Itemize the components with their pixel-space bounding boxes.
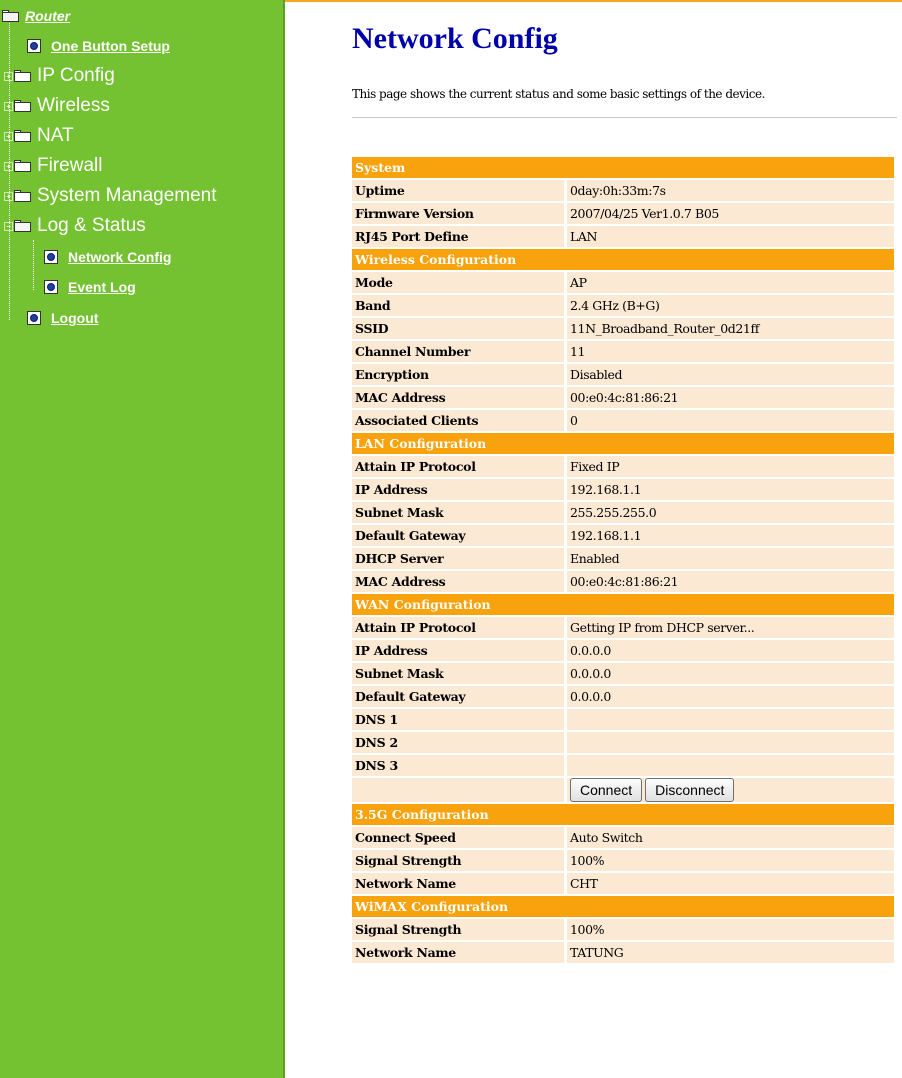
table-row: [352, 640, 894, 661]
page-icon: [44, 250, 58, 264]
sidebar-item-wireless[interactable]: [4, 94, 110, 118]
row-label: DHCP Server: [352, 548, 564, 569]
sidebar-item-one-button-setup[interactable]: [27, 34, 170, 58]
row-value: 0: [564, 410, 894, 431]
row-value: 11: [564, 341, 894, 362]
table-row: [352, 203, 894, 224]
row-value: 00:e0:4c:81:86:21: [564, 387, 894, 408]
sidebar-item-logout[interactable]: [27, 306, 98, 330]
page-icon: [27, 311, 41, 325]
row-value: 0.0.0.0: [564, 640, 894, 661]
folder-icon: [14, 160, 31, 172]
sidebar-item-firewall[interactable]: [4, 154, 102, 178]
section-header-wan: [352, 594, 894, 615]
sidebar-item-event-log[interactable]: [44, 275, 136, 299]
row-value: TATUNG: [564, 942, 894, 963]
row-value: 2.4 GHz (B+G): [564, 295, 894, 316]
table-row: [352, 686, 894, 707]
row-value: LAN: [564, 226, 894, 247]
folder-icon: [14, 190, 31, 202]
collapse-icon[interactable]: −: [4, 222, 13, 231]
row-label: Encryption: [352, 364, 564, 385]
row-label: Signal Strength: [352, 850, 564, 871]
folder-open-icon: [2, 10, 19, 22]
expand-icon[interactable]: +: [4, 162, 13, 171]
row-label: MAC Address: [352, 571, 564, 592]
row-value: 2007/04/25 Ver1.0.7 B05: [564, 203, 894, 224]
page-icon: [27, 39, 41, 53]
table-row: [352, 850, 894, 871]
section-header-3-5g: [352, 804, 894, 825]
row-label: Default Gateway: [352, 686, 564, 707]
sidebar-item-label[interactable]: Firewall: [37, 155, 103, 176]
expand-icon[interactable]: +: [4, 132, 13, 141]
row-value: Disabled: [564, 364, 894, 385]
table-row: [352, 502, 894, 523]
row-value: Getting IP from DHCP server...: [564, 617, 894, 638]
row-label: Default Gateway: [352, 525, 564, 546]
section-header-lan: [352, 433, 894, 454]
sidebar-item-system-management[interactable]: [4, 184, 217, 208]
row-value: AP: [564, 272, 894, 293]
table-row: [352, 873, 894, 894]
row-label: Band: [352, 295, 564, 316]
sidebar-nav: [0, 0, 285, 1078]
page-icon: [44, 280, 58, 294]
table-row: [352, 479, 894, 500]
row-value: 0day:0h:33m:7s: [564, 180, 894, 201]
sidebar-item-label[interactable]: IP Config: [37, 65, 115, 86]
table-row: [352, 364, 894, 385]
row-value: Fixed IP: [564, 456, 894, 477]
table-row: [352, 226, 894, 247]
sidebar-item-label[interactable]: System Management: [37, 185, 217, 206]
connect-button[interactable]: Connect: [570, 778, 642, 802]
row-label: Attain IP Protocol: [352, 456, 564, 477]
table-row: [352, 919, 894, 940]
sidebar-item-label[interactable]: NAT: [37, 125, 74, 146]
row-value: 100%: [564, 850, 894, 871]
tree-line-sub: [33, 240, 34, 290]
table-row: [352, 180, 894, 201]
sidebar-item-network-config[interactable]: [44, 245, 171, 269]
row-label: SSID: [352, 318, 564, 339]
row-label: Uptime: [352, 180, 564, 201]
row-label-empty: [352, 778, 564, 802]
row-value: [564, 732, 894, 753]
table-row: [352, 827, 894, 848]
row-value: 192.168.1.1: [564, 479, 894, 500]
row-value: 100%: [564, 919, 894, 940]
sidebar-item-label[interactable]: Network Config: [68, 249, 172, 265]
folder-icon: [14, 100, 31, 112]
folder-icon: [14, 70, 31, 82]
row-value: Enabled: [564, 548, 894, 569]
table-row: [352, 272, 894, 293]
table-row: [352, 617, 894, 638]
row-label: Subnet Mask: [352, 502, 564, 523]
folder-open-icon: [14, 220, 31, 232]
wan-actions-row: [352, 778, 894, 802]
row-value: 255.255.255.0: [564, 502, 894, 523]
section-title: System: [352, 157, 894, 178]
page-description: This page shows the current status and some basic settings of the device.: [352, 87, 765, 101]
table-row: [352, 410, 894, 431]
row-label: Associated Clients: [352, 410, 564, 431]
table-row: [352, 456, 894, 477]
wan-actions: [564, 778, 894, 802]
disconnect-button[interactable]: Disconnect: [645, 778, 734, 802]
folder-icon: [14, 130, 31, 142]
sidebar-item-nat[interactable]: [4, 124, 74, 148]
sidebar-item-ip-config[interactable]: [4, 64, 115, 88]
table-row: [352, 732, 894, 753]
table-row: [352, 755, 894, 776]
row-label: DNS 3: [352, 755, 564, 776]
table-row: [352, 387, 894, 408]
row-value: 0.0.0.0: [564, 686, 894, 707]
row-value: 00:e0:4c:81:86:21: [564, 571, 894, 592]
section-title: Wireless Configuration: [352, 249, 894, 270]
row-value: 11N_Broadband_Router_0d21ff: [564, 318, 894, 339]
row-label: Mode: [352, 272, 564, 293]
row-label: IP Address: [352, 640, 564, 661]
row-label: Channel Number: [352, 341, 564, 362]
section-header-system: [352, 157, 894, 178]
row-value: CHT: [564, 873, 894, 894]
row-label: MAC Address: [352, 387, 564, 408]
table-row: [352, 663, 894, 684]
table-row: [352, 548, 894, 569]
row-label: Subnet Mask: [352, 663, 564, 684]
tree-root-label[interactable]: Router: [25, 8, 71, 24]
top-accent-line: [285, 0, 902, 2]
expand-icon[interactable]: +: [4, 102, 13, 111]
expand-icon[interactable]: +: [4, 72, 13, 81]
section-title: 3.5G Configuration: [352, 804, 894, 825]
row-value: Auto Switch: [564, 827, 894, 848]
table-row: [352, 571, 894, 592]
row-label: Attain IP Protocol: [352, 617, 564, 638]
sidebar-item-label[interactable]: Wireless: [37, 95, 110, 116]
row-label: DNS 2: [352, 732, 564, 753]
sidebar-item-label[interactable]: Log & Status: [37, 215, 146, 236]
section-title: LAN Configuration: [352, 433, 894, 454]
table-row: [352, 942, 894, 963]
section-header-wimax: [352, 896, 894, 917]
row-label: Connect Speed: [352, 827, 564, 848]
sidebar-item-log-status[interactable]: [4, 214, 146, 238]
expand-icon[interactable]: +: [4, 192, 13, 201]
table-row: [352, 525, 894, 546]
row-label: IP Address: [352, 479, 564, 500]
row-value: 0.0.0.0: [564, 663, 894, 684]
sidebar-item-label[interactable]: One Button Setup: [51, 38, 170, 54]
row-label: DNS 1: [352, 709, 564, 730]
sidebar-item-label[interactable]: Event Log: [68, 279, 136, 295]
row-label: Firmware Version: [352, 203, 564, 224]
row-value: 192.168.1.1: [564, 525, 894, 546]
row-label: Network Name: [352, 942, 564, 963]
row-label: Signal Strength: [352, 919, 564, 940]
table-row: [352, 295, 894, 316]
table-row: [352, 341, 894, 362]
section-header-wireless: [352, 249, 894, 270]
table-row: [352, 318, 894, 339]
section-title: WiMAX Configuration: [352, 896, 894, 917]
row-label: Network Name: [352, 873, 564, 894]
page-title: Network Config: [352, 22, 558, 55]
row-label: RJ45 Port Define: [352, 226, 564, 247]
table-row: [352, 709, 894, 730]
row-value: [564, 755, 894, 776]
sidebar-item-label[interactable]: Logout: [51, 310, 99, 326]
section-title: WAN Configuration: [352, 594, 894, 615]
tree-root-router[interactable]: [2, 4, 70, 28]
status-table: [352, 155, 894, 965]
row-value: [564, 709, 894, 730]
divider: [352, 117, 897, 118]
